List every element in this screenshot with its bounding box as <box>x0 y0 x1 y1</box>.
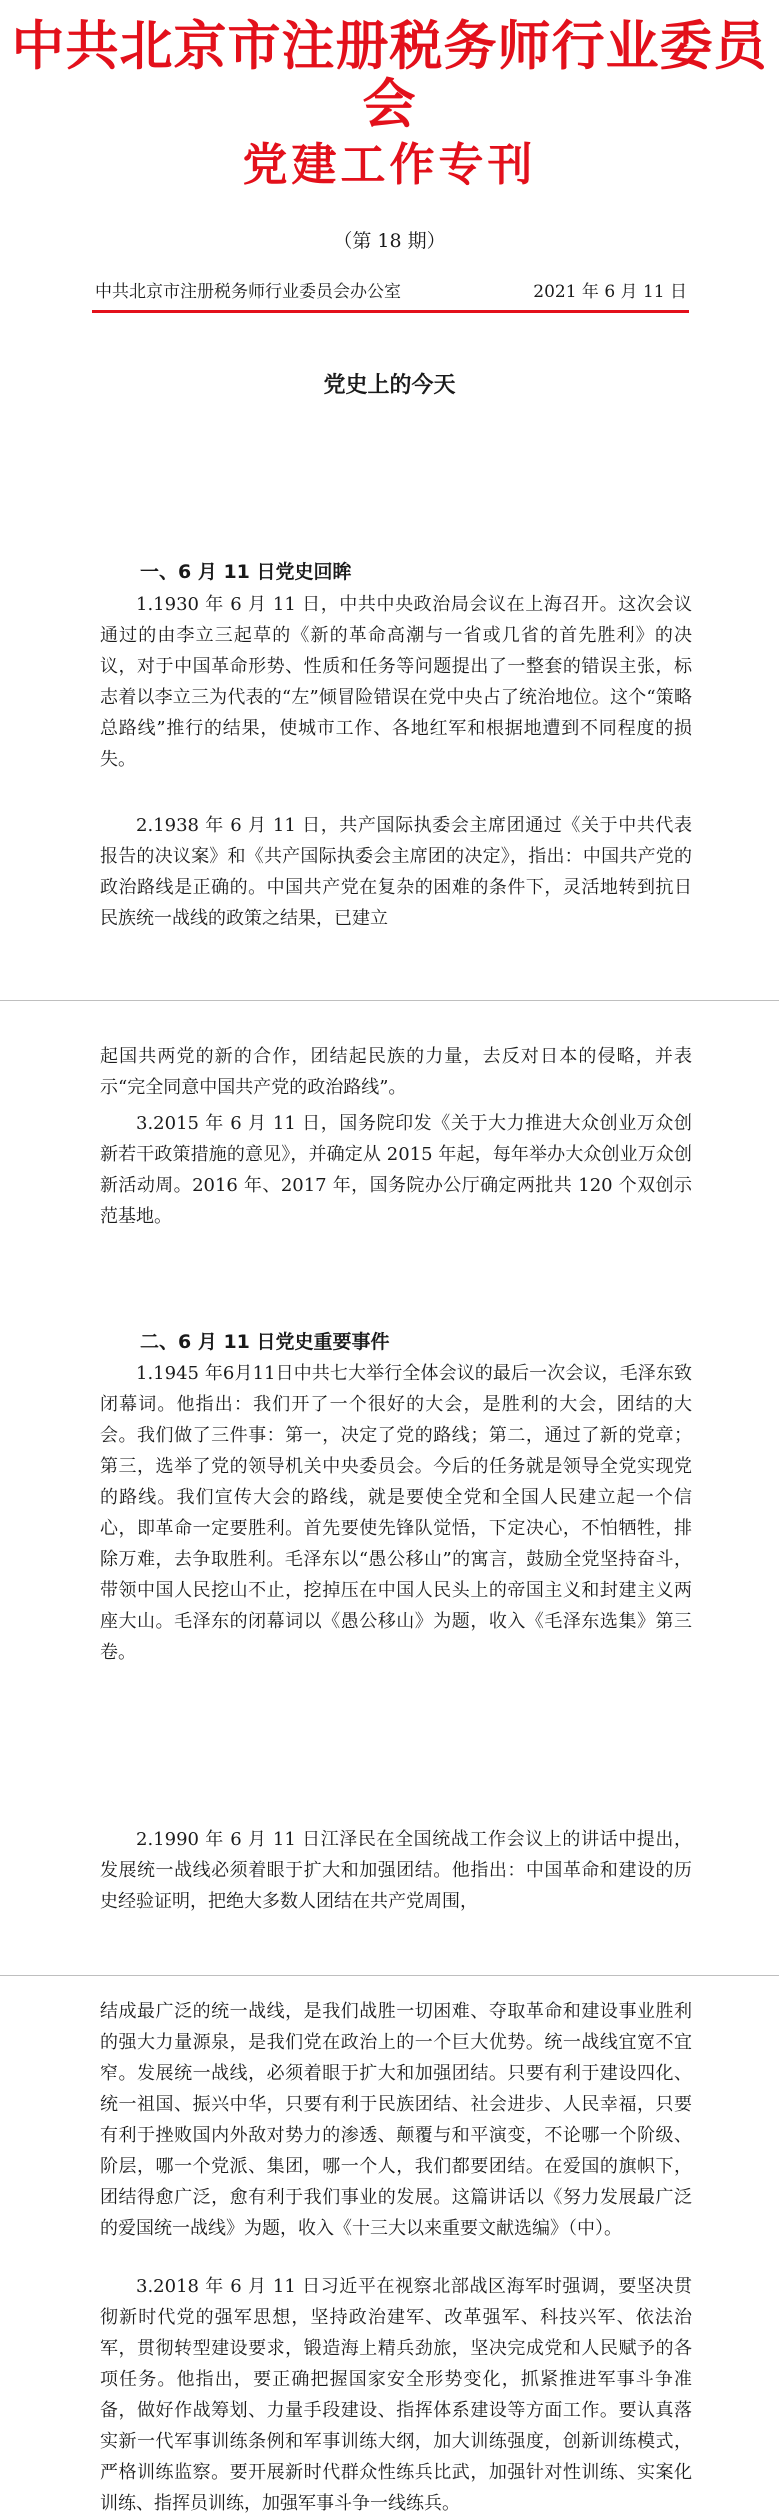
section-heading-2: 二、6 月 11 日党史重要事件 <box>140 1331 390 1353</box>
article-title: 党史上的今天 <box>323 373 456 398</box>
masthead-title: 中共北京市注册税务师行业委员会 <box>11 16 768 136</box>
issue-date: 2021 年 6 月 11 日 <box>533 282 687 302</box>
page-break-1 <box>0 1000 779 1001</box>
section2-paragraph-2-continued: 结成最广泛的统一战线，是我们战胜一切困难、夺取革命和建设事业胜利的强大力量源泉，是我们党在政治上的一个巨大优势。统一战线宜宽不宜窄。发展统一战线，必须着眼于扩大和加强团结。只要有利于建设四化、统一祖国、振兴中华，只要有利于民族团结、社会进步、人民幸福，只要有利于挫败国内外敌对势力的渗透、颠覆与和平演变，不论哪一个阶级、阶层，哪一个党派、集团，哪一个人，我们都要团结。在爱国的旗帜下，团结得愈广泛，愈有利于我们事业的发展。这篇讲话以《努力发展最广泛的爱国统一战线》为题，收入《十三大以来重要文献选编》（中）。 <box>100 2001 692 2239</box>
section-heading-1: 一、6 月 11 日党史回眸 <box>140 561 352 583</box>
section1-paragraph-2-continued: 起国共两党的新的合作，团结起民族的力量，去反对日本的侵略，并表示“完全同意中国共产党的政治路线”。 <box>100 1046 692 1098</box>
publication-title: 党建工作专刊 <box>242 138 537 191</box>
issuer-line <box>95 277 687 302</box>
section2-paragraph-3: 3.2018 年 6 月 11 日习近平在视察北部战区海军时强调，要坚决贯彻新时代党的强军思想，坚持政治建军、改革强军、科技兴军、依法治军，贯彻转型建设要求，锻造海上精兵劲旅，坚决完成党和人民赋予的各项任务。他指出，要正确把握国家安全形势变化，抓紧推进军事斗争准备，做好作战筹划、力量手段建设、指挥体系建设等方面工作。要认真落实新一代军事训练条例和军事训练大纲，加大训练强度，创新训练模式，严格训练监察。要开展新时代群众性练兵比武，加强针对性训练、实案化训练、指挥员训练，加强军事斗争一线练兵。 <box>100 2276 692 2514</box>
section1-paragraph-1: 1.1930 年 6 月 11 日，中共中央政治局会议在上海召开。这次会议通过的由李立三起草的《新的革命高潮与一省或几省的首先胜利》的决议，对于中国革命形势、性质和任务等问题提出了一整套的错误主张，标志着以李立三为代表的“左”倾冒险错误在党中央占了统治地位。这个“策略总路线”推行的结果，使城市工作、各地红军和根据地遭到不同程度的损失。 <box>100 594 692 770</box>
section1-paragraph-2: 2.1938 年 6 月 11 日，共产国际执委会主席团通过《关于中共代表报告的决议案》和《共产国际执委会主席团的决定》，指出：中国共产党的政治路线是正确的。中国共产党在复杂的困难的条件下，灵活地转到抗日民族统一战线的政策之结果，已建立 <box>100 815 692 929</box>
section2-paragraph-1: 1.1945 年6月11日中共七大举行全体会议的最后一次会议，毛泽东致闭幕词。他指出：我们开了一个很好的大会，是胜利的大会，团结的大会。我们做了三件事：第一，决定了党的路线；第二，通过了新的党章；第三，选举了党的领导机关中央委员会。今后的任务就是领导全党实现党的路线。我们宣传大会的路线，就是要使全党和全国人民建立起一个信心，即革命一定要胜利。首先要使先锋队觉悟，下定决心，不怕牺牲，排除万难，去争取胜利。毛泽东以“愚公移山”的寓言，鼓励全党坚持奋斗，带领中国人民挖山不止，挖掉压在中国人民头上的帝国主义和封建主义两座大山。毛泽东的闭幕词以《愚公移山》为题，收入《毛泽东选集》第三卷。 <box>100 1363 692 1663</box>
issuer-name: 中共北京市注册税务师行业委员会办公室 <box>95 282 401 302</box>
section2-paragraph-2: 2.1990 年 6 月 11 日江泽民在全国统战工作会议上的讲话中提出，发展统一战线必须着眼于扩大和加强团结。他指出：中国革命和建设的历史经验证明，把绝大多数人团结在共产党周围， <box>100 1829 692 1912</box>
red-divider <box>92 310 689 313</box>
issue-number: （第 18 期） <box>333 230 446 252</box>
page-break-2 <box>0 1975 779 1976</box>
section1-paragraph-3: 3.2015 年 6 月 11 日，国务院印发《关于大力推进大众创业万众创新若干政策措施的意见》，并确定从 2015 年起，每年举办大众创业万众创新活动周。2016 年、2017 年，国务院办公厅确定两批共 120 个双创示范基地。 <box>100 1113 692 1227</box>
